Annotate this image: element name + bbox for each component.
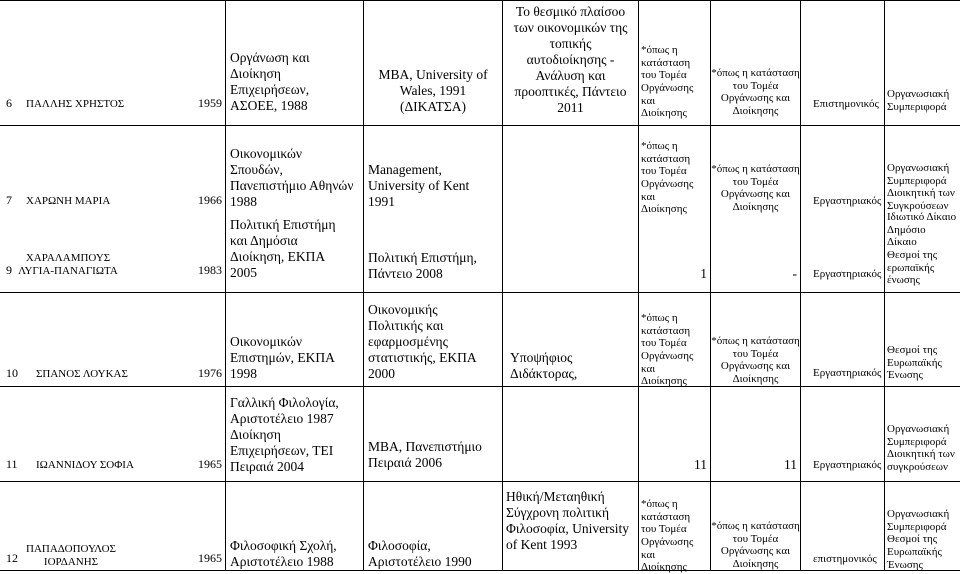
- undergraduate-degree: Οργάνωση και Διοίκηση Επιχειρήσεων, ΑΣΟΕΕ, 1988: [230, 50, 310, 113]
- research-experience: *όπως η κατάσταση του Τομέα Οργάνωσης και Διοίκησης: [711, 67, 800, 117]
- table-border-top: [0, 0, 960, 1]
- birth-year: 1965: [198, 457, 222, 471]
- birth-year: 1959: [198, 96, 222, 110]
- row-number: 12: [6, 551, 18, 565]
- teaching-experience: *όπως η κατάσταση του Τομέα Οργάνωσης και Διοίκησης: [641, 312, 694, 388]
- research-experience: *όπως η κατάσταση του Τομέα Οργάνωσης και Διοίκησης: [711, 520, 800, 570]
- column-divider: [638, 0, 639, 571]
- teaching-subject: Οργανωσιακή Συμπεριφορά Θεσμοί της Ευρωπαϊκής Ένωσης: [887, 508, 950, 571]
- column-divider: [800, 0, 801, 571]
- teaching-experience: 1: [700, 266, 707, 281]
- teaching-subject: Οργανωσιακή Συμπεριφορά Διοικητική των Συγκρούσεων: [887, 162, 955, 212]
- position-type: Εργαστηριακός: [813, 459, 882, 471]
- doctoral-degree: Ηθική/Μεταηθική Σύγχρονη πολιτική Φιλοσοφία, University of Kent 1993: [506, 489, 630, 552]
- birth-year: 1983: [198, 263, 222, 277]
- teaching-experience: *όπως η κατάσταση του Τομέα Οργάνωσης και Διοίκησης: [641, 498, 694, 574]
- teaching-subject: Ιδιωτικό Δίκαιο Δημόσιο Δίκαιο Θεσμοί της ερωπαϊκής ένωσης: [887, 211, 957, 287]
- column-divider: [884, 0, 885, 571]
- birth-year: 1965: [198, 551, 222, 565]
- teaching-subject: Οργανωσιακή Συμπεριφορά Διοικητική των συγκρούσεων: [887, 423, 955, 473]
- undergraduate-degree: Γαλλική Φιλολογία, Αριστοτέλειο 1987 Διοίκηση Επιχειρήσεων, ΤΕΙ Πειραιά 2004: [230, 395, 339, 474]
- position-type: Επιστημονικός: [813, 98, 879, 110]
- row-divider: [0, 386, 960, 387]
- row-number: 11: [6, 457, 18, 471]
- position-type: Εργαστηριακός: [813, 195, 882, 207]
- staff-name: ΙΩΑΝΝΙΔΟΥ ΣΟΦΙΑ: [36, 459, 134, 471]
- row-number: 10: [6, 366, 18, 380]
- position-type: Εργαστηριακός: [813, 367, 882, 379]
- row-number: 6: [6, 96, 12, 110]
- position-type: επιστημονικός: [813, 553, 877, 565]
- research-experience: *όπως η κατάσταση του Τομέα Οργάνωσης και Διοίκησης: [711, 335, 800, 385]
- teaching-experience: *όπως η κατάσταση του Τομέα Οργάνωσης και Διοίκησης: [641, 44, 694, 120]
- teaching-subject: Οργανωσιακή Συμπεριφορά: [887, 88, 950, 113]
- staff-name: ΣΠΑΝΟΣ ΛΟΥΚΑΣ: [36, 368, 128, 380]
- research-experience: *όπως η κατάσταση του Τομέα Οργάνωσης και Διοίκησης: [711, 163, 800, 213]
- masters-degree: Management, University of Kent 1991: [368, 162, 470, 209]
- staff-name: ΠΑΛΛΗΣ ΧΡΗΣΤΟΣ: [26, 98, 125, 110]
- research-experience: 11: [784, 457, 797, 472]
- staff-name: ΧΑΡΑΛΑΜΠΟΥΣ ΛΥΓΙΑ-ΠΑΝΑΓΙΩΤΑ: [18, 252, 118, 277]
- position-type: Εργαστηριακός: [813, 268, 882, 280]
- staff-name: ΧΑΡΩΝΗ ΜΑΡΙΑ: [26, 195, 111, 207]
- masters-degree: MBA, University of Wales, 1991 (ΔΙΚΑΤΣΑ): [378, 67, 488, 114]
- undergraduate-degree: Οικονομικών Σπουδών, Πανεπιστήμιο Αθηνών 1988: [230, 146, 354, 209]
- masters-degree: MBA, Πανεπιστήμιο Πειραιά 2006: [368, 439, 482, 470]
- row-number: 7: [6, 193, 12, 207]
- row-divider: [0, 481, 960, 482]
- research-experience: -: [792, 266, 797, 281]
- teaching-subject: Θεσμοί της Ευρωπαϊκής Ένωσης: [887, 344, 942, 382]
- doctoral-degree: Υποψήφιος Διδάκτορας,: [510, 350, 578, 381]
- row-divider: [0, 125, 960, 126]
- column-divider: [225, 0, 226, 571]
- staff-name: ΠΑΠΑΔΟΠΟΥΛΟΣ ΙΟΡΔΑΝΗΣ: [26, 543, 116, 568]
- teaching-experience: 11: [694, 457, 707, 472]
- masters-degree: Φιλοσοφία, Αριστοτέλειο 1990: [368, 538, 472, 569]
- doctoral-degree: Το θεσμικό πλαίσοο των οικονομικών της τοπικής αυτοδιοίκησης - Ανάλυση και προοπτικές, Πάντειο 2011: [513, 4, 628, 115]
- masters-degree: Πολιτική Επιστήμη, Πάντειο 2008: [368, 250, 477, 281]
- undergraduate-degree: Πολιτική Επιστήμη και Δημόσια Διοίκηση, ΕΚΠΑ 2005: [230, 217, 336, 280]
- birth-year: 1966: [198, 193, 222, 207]
- undergraduate-degree: Οικονομικών Επιστημών, ΕΚΠΑ 1998: [230, 334, 335, 381]
- undergraduate-degree: Φιλοσοφική Σχολή, Αριστοτέλειο 1988: [230, 538, 337, 569]
- row-divider: [0, 292, 960, 293]
- teaching-experience: *όπως η κατάσταση του Τομέα Οργάνωσης και Διοίκησης: [641, 140, 694, 216]
- row-number: 9: [6, 263, 12, 277]
- birth-year: 1976: [198, 366, 222, 380]
- masters-degree: Οικονομικής Πολιτικής και εφαρμοσμένης στατιστικής, ΕΚΠΑ 2000: [368, 302, 477, 381]
